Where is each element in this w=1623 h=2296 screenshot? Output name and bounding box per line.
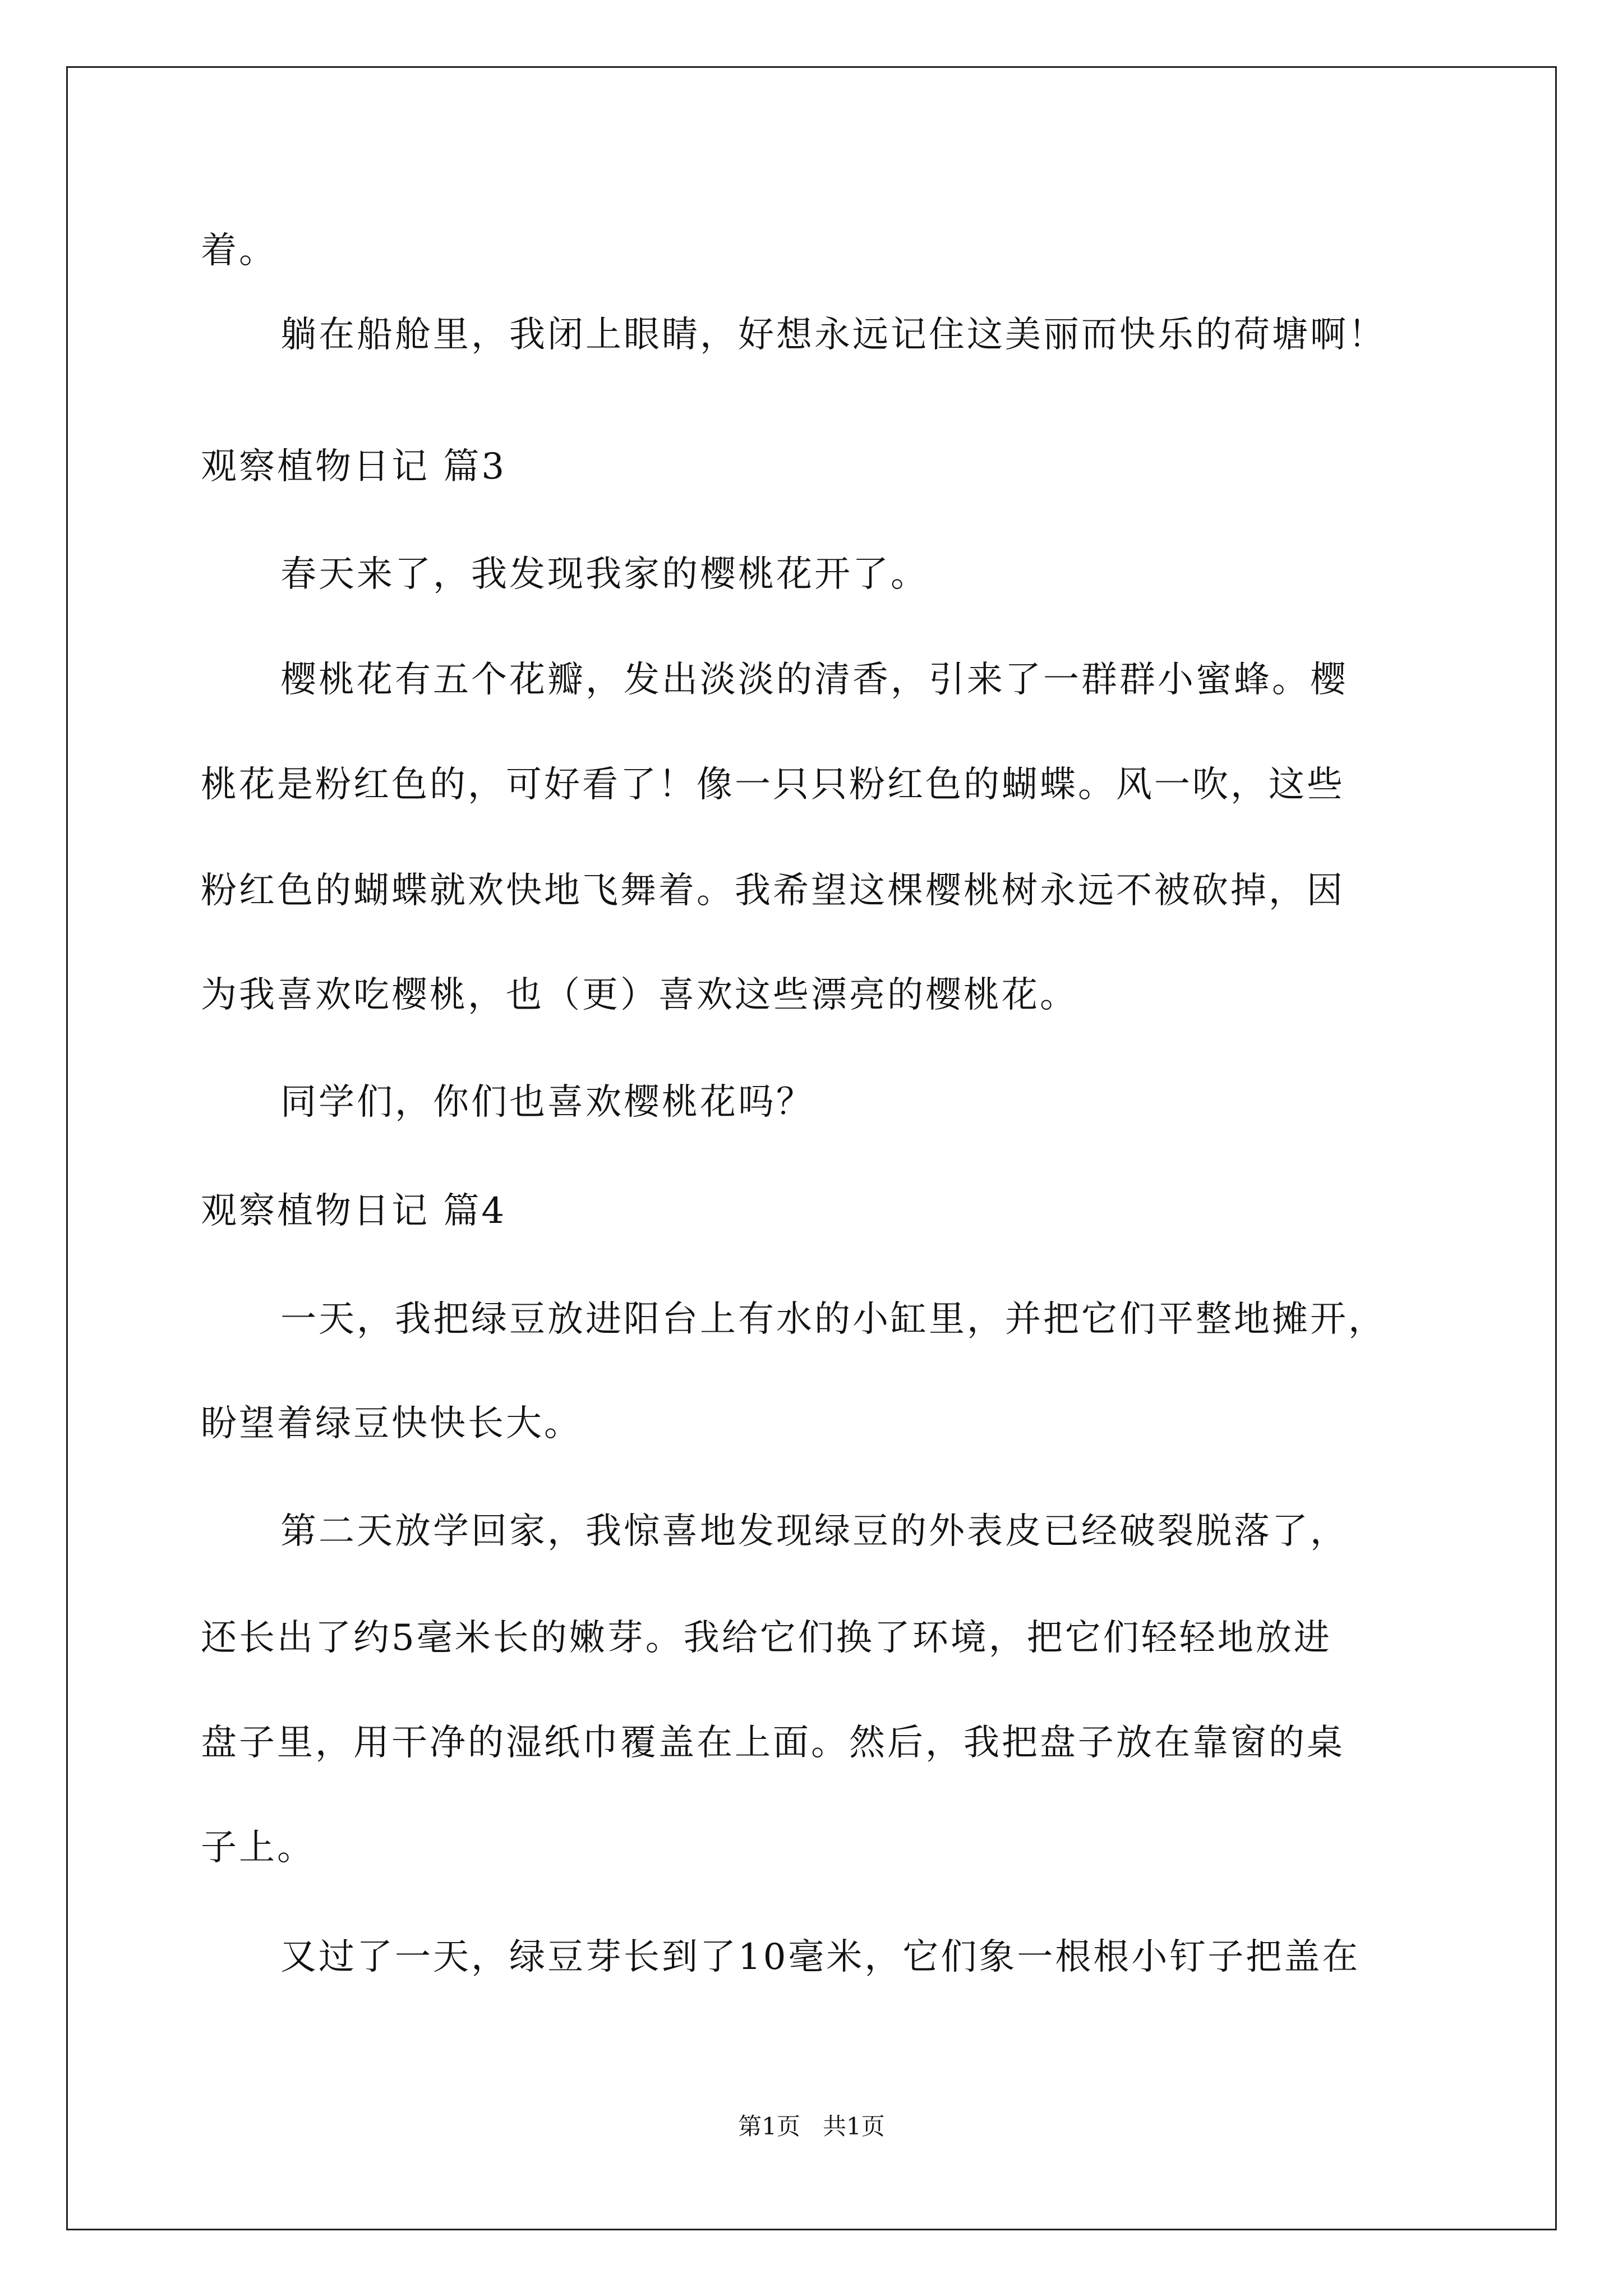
paragraph-line: 又过了一天，绿豆芽长到了10毫米，它们象一根根小钉子把盖在: [280, 1936, 1361, 1978]
page-footer: 第1页 共1页: [738, 2113, 885, 2140]
section-heading-3: 观察植物日记 篇3: [201, 446, 507, 487]
paragraph-line: 盼望着绿豆快快长大。: [201, 1403, 582, 1444]
page-border: [66, 66, 1557, 2230]
paragraph-line: 春天来了，我发现我家的樱桃花开了。: [280, 554, 929, 595]
paragraph-line: 还长出了约5毫米长的嫩芽。我给它们换了环境，把它们轻轻地放进: [201, 1617, 1332, 1659]
paragraph-line: 子上。: [201, 1827, 315, 1869]
paragraph-line: 桃花是粉红色的，可好看了！像一只只粉红色的蝴蝶。风一吹，这些: [201, 764, 1345, 806]
paragraph-line: 为我喜欢吃樱桃，也（更）喜欢这些漂亮的樱桃花。: [201, 974, 1078, 1016]
paragraph-line: 躺在船舱里，我闭上眼睛，好想永远记住这美丽而快乐的荷塘啊！: [280, 314, 1386, 356]
paragraph-line: 第二天放学回家，我惊喜地发现绿豆的外表皮已经破裂脱落了，: [280, 1511, 1348, 1552]
paragraph-line: 粉红色的蝴蝶就欢快地飞舞着。我希望这棵樱桃树永远不被砍掉，因: [201, 870, 1345, 912]
section-heading-4: 观察植物日记 篇4: [201, 1190, 507, 1232]
paragraph-line: 樱桃花有五个花瓣，发出淡淡的清香，引来了一群群小蜜蜂。樱: [280, 659, 1348, 701]
paragraph-line: 一天，我把绿豆放进阳台上有水的小缸里，并把它们平整地摊开，: [280, 1299, 1386, 1340]
paragraph-line: 着。: [201, 230, 277, 272]
paragraph-line: 盘子里，用干净的湿纸巾覆盖在上面。然后，我把盘子放在靠窗的桌: [201, 1722, 1345, 1764]
paragraph-line: 同学们，你们也喜欢樱桃花吗？: [280, 1082, 814, 1123]
